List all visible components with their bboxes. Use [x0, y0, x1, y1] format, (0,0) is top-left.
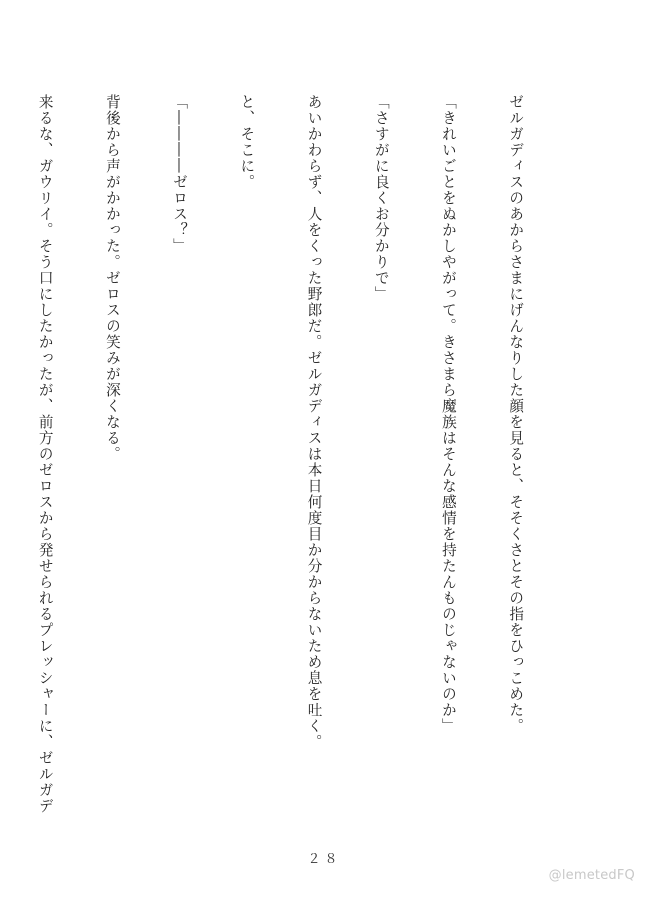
text-line: 来るな、ガウリイ。そう口にしたかったが、前方のゼロスから発せられるプレッシャーに、ゼルガデ: [36, 94, 54, 814]
text-line: 「――――ゼロス？」: [171, 94, 189, 254]
text-line: 背後から声がかかった。ゼロスの笑みが深くなる。: [103, 94, 121, 462]
watermark-handle: @lemetedFQ: [548, 868, 635, 883]
text-line: ゼルガディスのあからさまにげんなりした顔を見ると、そそくさとその指をひっこめた。: [507, 94, 525, 734]
text-line: と、そこに。: [238, 94, 256, 190]
text-line: 「さすがに良くお分かりで」: [372, 94, 390, 302]
text-line: あいかわらず、人をくった野郎だ。ゼルガディスは本日何度目か分からないため息を吐く。: [305, 94, 323, 750]
novel-text-block: [36, 94, 571, 814]
text-line: 「きれいごとをぬかしやがって。きさまら魔族はそんな感情を持たんものじゃないのか」: [439, 94, 457, 734]
page-number: ２８: [307, 852, 342, 867]
